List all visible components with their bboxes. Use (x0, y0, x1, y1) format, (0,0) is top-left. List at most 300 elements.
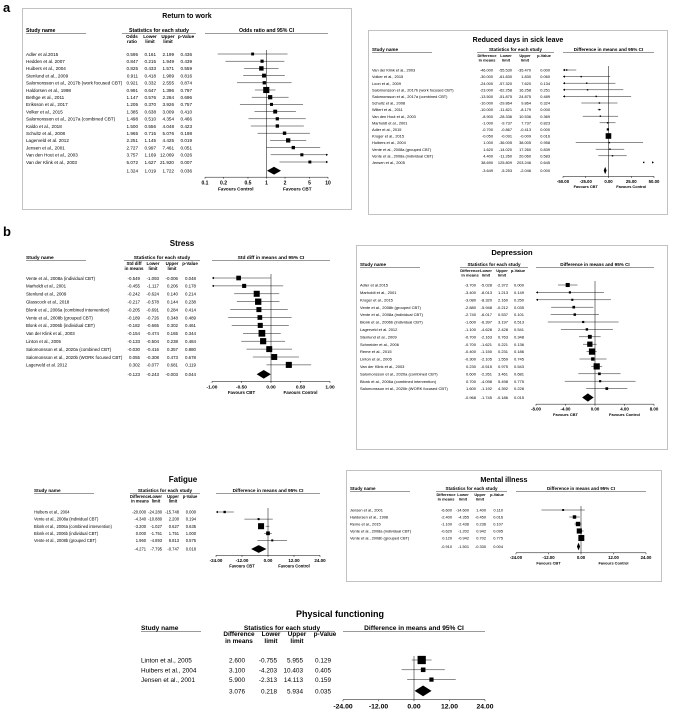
summary-value: -0.186 (496, 395, 508, 401)
stat-value: 5.072 (126, 159, 138, 165)
favours-right-label: Favours CBT (282, 186, 312, 192)
table-row (372, 140, 643, 145)
point-estimate (573, 515, 576, 518)
plot-title: Depression (491, 248, 533, 257)
study-name: Jensen et al., 2001 (141, 677, 196, 685)
stat-value: 14.113 (283, 677, 303, 685)
stat-value: 2.600 (229, 657, 245, 665)
stat-value: -0.474 (146, 331, 159, 337)
stat-value: 0.048 (185, 275, 196, 281)
column-header: Lower limit (500, 53, 512, 63)
study-name: Vente et al., 2008a (individual CBT) (34, 516, 99, 522)
stat-value: 3.757 (126, 152, 138, 158)
plot-title: Stress (169, 239, 195, 248)
point-estimate (586, 82, 587, 83)
x-tick-label: 2 (283, 180, 287, 187)
study-name: Eriksson et al., 2017 (26, 102, 68, 108)
stat-value: -0.091 (500, 133, 512, 139)
point-estimate (569, 291, 571, 293)
study-name: Kaldo et al., 2018 (26, 123, 62, 129)
stat-value: -30.000 (479, 74, 493, 80)
summary-value: 0.000 (540, 168, 550, 174)
point-estimate (421, 668, 426, 673)
point-estimate (258, 523, 264, 529)
stat-value: 0.370 (144, 102, 156, 108)
table-row (26, 95, 289, 100)
stat-value: -0.154 (127, 331, 140, 337)
favours-right-label: Favours Control (616, 184, 647, 190)
point-estimate (270, 103, 273, 106)
stat-value: -24.000 (479, 80, 493, 86)
column-header: p-Value (182, 494, 198, 499)
ci-arrow-right (326, 154, 328, 156)
stat-value: -11.260 (499, 153, 512, 159)
forest-svg-stress (22, 238, 342, 420)
point-estimate (300, 153, 303, 156)
stat-value: 0.414 (185, 307, 196, 313)
stat-value: 1.400 (476, 507, 486, 513)
study-name: Salomonsson et al., 2017b (work focused CBT) (26, 80, 123, 86)
point-estimate (599, 102, 600, 103)
study-name: Jensen et al., 2001 (350, 507, 383, 513)
header-statistics: Statistics for each study (445, 486, 498, 491)
study-name: Vente et al., 2008a (individual CBT) (350, 528, 412, 534)
stat-value: -62.258 (498, 87, 512, 93)
stat-value: 0.194 (185, 516, 196, 522)
stat-value: 7.737 (521, 120, 531, 126)
forest-svg-physical (135, 605, 545, 709)
study-name: Linton et al., 2005 (360, 356, 392, 362)
study-name: Salomonsson et al., 2017b (work focused CBT) (372, 87, 454, 93)
table-row (372, 74, 610, 79)
study-name: Linton et al., 2005 (26, 338, 61, 344)
stat-value: 0.228 (513, 386, 524, 392)
stat-value: -20.000 (132, 509, 146, 515)
stat-value: 2.284 (162, 95, 174, 101)
header-statistics: Statistics for each study (467, 262, 521, 267)
stat-value: 0.110 (493, 507, 503, 513)
ci-arrow-left (536, 291, 538, 293)
stat-value: -0.133 (127, 338, 140, 344)
ci-arrow-right (326, 161, 328, 163)
summary-value: 3.076 (229, 688, 245, 696)
stat-value: 0.423 (180, 123, 192, 129)
stat-value: 0.221 (497, 341, 508, 347)
stat-value: 0.120 (442, 535, 452, 541)
stat-value: -1.100 (440, 521, 452, 527)
column-header: p-Value (490, 492, 504, 497)
study-name: Stenlund et al., 2009 (26, 291, 67, 297)
study-name: Reme et al., 2015 (360, 349, 392, 355)
study-name: Adler et al.2015 (360, 282, 389, 288)
summary-value: -0.910 (440, 544, 452, 550)
table-row (34, 510, 234, 515)
stat-value: -1.027 (150, 523, 162, 529)
table-row (360, 363, 602, 369)
stat-value: -6.017 (480, 312, 492, 318)
stat-value: 12.069 (159, 152, 174, 158)
x-tick-label: 0.2 (220, 180, 227, 187)
summary-value: -2.046 (519, 168, 531, 174)
ci-arrow-left (212, 277, 214, 279)
column-header: p-Value (313, 631, 337, 638)
table-row (26, 153, 328, 158)
study-name: Vente et al., 2008a (individual CBT) (360, 312, 423, 318)
summary-row (482, 167, 607, 174)
study-name: Lagerveld et al. 2012 (26, 362, 68, 368)
x-tick-label: -1.00 (206, 385, 218, 391)
column-header: Lower limit (480, 268, 492, 278)
point-estimate (283, 132, 286, 135)
stat-value: 0.000 (185, 509, 196, 515)
column-header: Lower limit (146, 261, 160, 271)
point-estimate (260, 338, 266, 344)
x-tick-label: 0.1 (201, 180, 209, 187)
stat-value: 0.702 (476, 535, 486, 541)
stat-value: 0.439 (180, 59, 192, 65)
stat-value: -0.300 (464, 356, 476, 362)
stat-value: -1.621 (480, 341, 492, 347)
forest-svg-depression (356, 245, 668, 450)
stat-value: 0.576 (144, 95, 156, 101)
stat-value: 1.965 (126, 131, 138, 137)
stat-value: -55.530 (498, 67, 512, 73)
point-estimate (286, 362, 292, 368)
stat-value: -2.163 (480, 334, 492, 340)
stat-value: 0.149 (513, 290, 524, 295)
study-name: Huibers et al., 2004 (26, 66, 66, 72)
stat-value: 0.230 (465, 364, 476, 369)
x-tick-label: 0.00 (604, 178, 613, 184)
table-row (26, 330, 281, 337)
table-row (26, 87, 275, 93)
stat-value: 8.813 (168, 538, 179, 544)
point-estimate (418, 656, 426, 664)
summary-value: 0.218 (261, 688, 277, 696)
stat-value: -3.200 (134, 523, 146, 529)
study-name: Vente et al., 2008a (grouped CBT) (372, 146, 432, 152)
stat-value: -9.737 (500, 120, 512, 126)
point-estimate (576, 522, 580, 526)
stat-value: -1.600 (464, 319, 476, 325)
study-name: Stenlund et al., 2009 (360, 334, 397, 340)
header-statistics: Statistics for each study (133, 256, 191, 261)
stat-value: -13.500 (479, 93, 493, 99)
stat-value: -0.578 (146, 299, 159, 305)
table-row (360, 312, 599, 317)
stat-value: 0.696 (180, 95, 192, 101)
stat-value: -5.028 (480, 282, 492, 288)
stat-value: -51.875 (498, 93, 512, 99)
stat-value: 0.921 (126, 80, 138, 86)
table-row (372, 120, 616, 125)
stat-value: 0.119 (185, 362, 196, 368)
stat-value: -0.450 (474, 514, 486, 520)
stat-value: -4.628 (480, 327, 492, 332)
table-row (350, 535, 584, 541)
column-header: Difference in means (129, 494, 151, 504)
x-tick-label: 1 (265, 180, 268, 187)
study-name: Loon et al., 2009 (372, 80, 401, 86)
column-header: Difference in means (460, 268, 480, 278)
point-estimate (598, 372, 601, 375)
x-tick-label: -12.00 (368, 703, 389, 709)
point-estimate (600, 115, 601, 116)
stat-value: 4.425 (162, 138, 174, 144)
table-row (372, 107, 601, 112)
stat-value: -0.515 (480, 364, 492, 369)
forest-plot-depression (356, 245, 668, 450)
stat-value: -2.436 (457, 521, 469, 527)
summary-value: -1.745 (480, 395, 492, 401)
study-name: Haldorsen et al., 1998 (350, 514, 389, 520)
stat-value: 0.000 (540, 126, 550, 132)
table-row (26, 109, 296, 114)
stat-value: 0.178 (185, 283, 196, 289)
point-estimate (276, 117, 279, 120)
table-row (360, 334, 601, 339)
header-plot: Difference in means and 95% CI (364, 625, 464, 632)
table-row (26, 291, 279, 297)
column-header: Difference in means (436, 492, 456, 502)
table-row (26, 131, 310, 136)
summary-value: -0.003 (165, 372, 178, 378)
stat-value: 0.348 (167, 315, 178, 321)
stat-value: 0.418 (144, 73, 156, 79)
stat-value: 0.745 (513, 356, 524, 362)
summary-diamond (267, 167, 281, 175)
point-estimate (258, 323, 263, 328)
stat-value: -0.691 (146, 307, 159, 313)
stat-value: -2.880 (464, 304, 476, 310)
stat-value: 1.751 (168, 530, 179, 536)
study-name: Reme et al., 2015 (350, 521, 381, 527)
x-tick-label: 24.00 (476, 703, 494, 709)
column-header: Lower limit (457, 492, 469, 502)
stat-value: 0.595 (126, 51, 138, 57)
stat-value: -0.867 (500, 126, 512, 132)
stat-value: 4.048 (162, 123, 174, 129)
column-header: Lower limit (143, 34, 157, 45)
x-tick-label: -12.00 (542, 555, 555, 561)
stat-value: 4.392 (497, 386, 508, 392)
stat-value: 0.816 (180, 73, 192, 79)
favours-left-label: Favours CBT (229, 563, 255, 569)
column-header: p-Value (510, 268, 526, 273)
study-name: Van der Klink et al., 2003 (372, 67, 416, 73)
stat-value: 0.369 (540, 113, 550, 119)
forest-svg-sick (368, 30, 668, 215)
stat-value: -2.105 (480, 356, 492, 362)
summary-diamond (604, 167, 607, 174)
stat-value: -0.217 (127, 299, 140, 305)
point-estimate (594, 363, 600, 369)
forest-svg-return (22, 8, 352, 210)
stat-value: 0.405 (315, 667, 331, 675)
plot-title: Fatigue (168, 475, 198, 484)
summary-value: -0.243 (146, 372, 159, 378)
stat-value: 0.348 (513, 334, 524, 340)
point-estimate (599, 109, 601, 111)
table-row (350, 522, 582, 527)
x-tick-label: 12.00 (288, 557, 300, 563)
x-tick-label: 5 (308, 180, 311, 187)
stat-value: -1.000 (481, 120, 493, 126)
stat-value: 10.403 (283, 667, 303, 675)
column-header: Upper limit (167, 494, 179, 504)
stat-value: 7.620 (521, 80, 531, 86)
table-row (26, 338, 285, 344)
stat-value: 1.213 (497, 290, 508, 295)
table-row (26, 284, 283, 289)
table-row (26, 315, 292, 320)
point-estimate (566, 283, 570, 287)
column-header: Upper limit (165, 261, 179, 271)
stat-value: 7.461 (162, 145, 174, 151)
stat-value: 0.214 (185, 291, 196, 297)
stat-value: 2.428 (497, 327, 508, 332)
point-estimate (260, 60, 263, 63)
stat-value: 0.847 (126, 59, 138, 65)
table-row (360, 348, 597, 354)
study-name: Jensen et al., 2001 (26, 145, 65, 151)
point-estimate (643, 162, 644, 163)
point-estimate (263, 87, 269, 93)
summary-value: -3.649 (481, 168, 493, 174)
stat-value: 2.555 (162, 80, 174, 86)
point-estimate (256, 307, 261, 312)
stat-value: 0.231 (497, 349, 508, 355)
summary-row (229, 686, 432, 697)
stat-value: 0.763 (497, 334, 508, 340)
point-estimate (607, 128, 609, 130)
point-estimate (591, 357, 594, 360)
column-header: Lower limit (149, 494, 163, 504)
stat-value: 1.600 (465, 386, 476, 392)
table-row (26, 52, 288, 57)
ci-arrow-left (536, 299, 538, 301)
point-estimate (588, 335, 592, 339)
study-name: Bethge et al., 2011 (26, 95, 65, 101)
header-statistics: Statistics for each study (488, 47, 543, 52)
stat-value: 0.055 (129, 354, 140, 360)
study-name: Linton et al., 2005 (141, 657, 192, 665)
study-name: Stenlund et al., 2009 (26, 73, 69, 79)
table-row (360, 297, 611, 302)
stat-value: 16.258 (519, 87, 531, 93)
point-estimate (262, 74, 266, 78)
point-estimate (266, 346, 272, 352)
table-row (34, 538, 287, 543)
study-name: Haldorsen et al., 1998 (26, 87, 71, 93)
stat-value: -0.620 (440, 528, 452, 534)
header-plot: Difference in means and 95% CI (546, 486, 616, 491)
stat-value: -6.397 (480, 319, 492, 325)
study-name: Blonk et al., 2006a (combined intervention) (360, 378, 437, 384)
stat-value: 0.007 (180, 159, 192, 165)
stat-value: 5.076 (162, 131, 174, 137)
summary-value: -0.968 (464, 395, 476, 401)
point-estimate (609, 148, 610, 149)
x-tick-label: 0.50 (295, 385, 306, 391)
column-header: Upper limit (519, 53, 531, 63)
stat-value: 125.809 (497, 159, 512, 165)
header-study-name: Study name (360, 262, 387, 267)
stat-value: 2.200 (168, 516, 179, 522)
study-name: Schultz et al., 2008 (372, 100, 406, 106)
stat-value: 0.165 (167, 331, 178, 337)
table-row (360, 320, 619, 325)
stat-value: 0.583 (540, 153, 550, 159)
column-header: Lower limit (261, 631, 281, 645)
stat-value: 0.997 (144, 145, 156, 151)
column-header: Upper limit (474, 492, 486, 502)
table-row (34, 517, 273, 522)
ci-arrow-left (563, 69, 565, 71)
header-study-name: Study name (350, 486, 376, 491)
study-name: Van der Klink et al., 2003 (26, 331, 75, 337)
study-name: Vente et al., 2008b (grouped CBT) (360, 304, 421, 310)
header-plot: Difference in means and 95% CI (232, 488, 304, 493)
stat-value: 0.775 (513, 378, 524, 384)
column-header: Upper limit (496, 268, 508, 278)
plot-title: Reduced days in sick leave (472, 37, 564, 44)
stat-value: 0.236 (476, 521, 486, 527)
stat-value: -0.030 (127, 346, 140, 352)
stat-value: -0.700 (481, 126, 493, 132)
stat-value: 0.186 (513, 349, 524, 355)
point-estimate (263, 81, 266, 84)
stat-value: 1.500 (126, 123, 138, 129)
study-name: Vente et al., 2008b (grouped CBT) (26, 315, 93, 321)
table-row (372, 114, 618, 119)
study-name: Kroger et al., 2015 (372, 133, 405, 139)
favours-right-label: Favours Control (609, 412, 640, 418)
table-row (26, 160, 328, 165)
column-header: Difference in means (477, 53, 497, 63)
x-tick-label: -24.00 (509, 555, 523, 561)
x-tick-label: 0.5 (244, 180, 252, 187)
stat-value: 2.727 (126, 145, 138, 151)
stat-value: 0.797 (180, 87, 192, 93)
study-name: Salomonsson et al., 2017a (combined CBT) (372, 93, 448, 99)
stat-value: 0.433 (144, 66, 156, 72)
stat-value: 0.026 (180, 152, 192, 158)
header-study-name: Study name (26, 28, 56, 34)
study-name: Lagerveld et al. 2012 (360, 327, 398, 332)
stat-value: 0.238 (185, 299, 196, 305)
stat-value: 0.880 (185, 346, 196, 352)
study-name: Glasscock et al., 2018 (26, 299, 70, 305)
x-tick-label: -12.00 (235, 557, 249, 563)
x-tick-label: 24.00 (314, 557, 326, 563)
table-row (26, 346, 292, 352)
study-name: Vente et al., 2008a (individual CBT) (26, 275, 96, 281)
x-tick-label: 0.00 (576, 555, 586, 561)
table-row (372, 153, 627, 158)
stat-value: 5.498 (497, 378, 508, 384)
study-name: Van den Hout et al., 2003 (26, 152, 78, 158)
point-estimate (259, 66, 263, 70)
study-name: Marholdt et al., 2001 (372, 120, 408, 126)
stat-value: -0.182 (127, 323, 140, 329)
stat-value: -15.748 (165, 509, 179, 515)
stat-value: 0.678 (185, 354, 196, 360)
stat-value: 0.000 (540, 107, 550, 113)
point-estimate (258, 315, 263, 320)
header-statistics: Statistics for each study (129, 28, 189, 34)
stat-value: 0.575 (185, 538, 196, 544)
